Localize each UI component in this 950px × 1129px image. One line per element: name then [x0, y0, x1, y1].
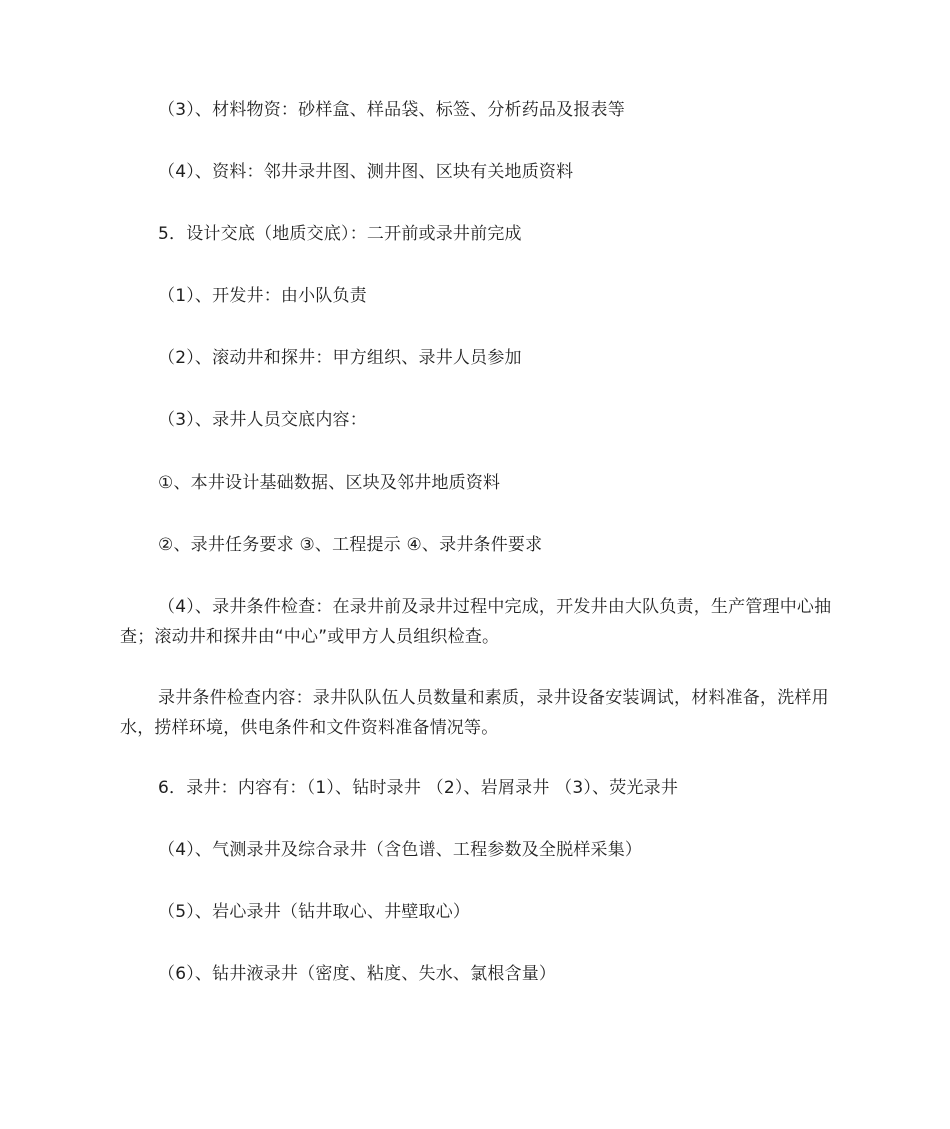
section-heading: 6．录井：内容有：（1）、钻时录井 （2）、岩屑录井 （3）、荧光录井 — [158, 778, 679, 798]
text-line: （5）、岩心录井（钻井取心、井壁取心） — [158, 902, 471, 922]
text-line: （2）、滚动井和探井：甲方组织、录井人员参加 — [158, 348, 522, 368]
text-line: ①、本井设计基础数据、区块及邻井地质资料 — [158, 473, 501, 493]
section-heading: 5．设计交底（地质交底）：二开前或录井前完成 — [158, 224, 522, 244]
text-line: （1）、开发井：由小队负责 — [158, 286, 367, 306]
text-line: （6）、钻井液录井（密度、粘度、失水、氯根含量） — [158, 964, 557, 984]
paragraph: 录井条件检查内容：录井队队伍人员数量和素质，录井设备安装调试，材料准备，洗样用水，捞样环境，供电条件和文件资料准备情况等。 — [120, 688, 829, 738]
text-line: （3）、录井人员交底内容： — [158, 410, 367, 430]
text-line: ②、录井任务要求 ③、工程提示 ④、录井条件要求 — [158, 535, 543, 555]
paragraph: （4）、录井条件检查：在录井前及录井过程中完成，开发井由大队负责，生产管理中心抽查；滚动井和探井由“中心”或甲方人员组织检查。 — [120, 597, 832, 647]
text-line: （4）、资料：邻井录井图、测井图、区块有关地质资料 — [158, 162, 574, 182]
text-line: （4）、气测录井及综合录井（含色谱、工程参数及全脱样采集） — [158, 840, 643, 860]
text-line: （3）、材料物资：砂样盒、样品袋、标签、分析药品及报表等 — [158, 100, 625, 120]
